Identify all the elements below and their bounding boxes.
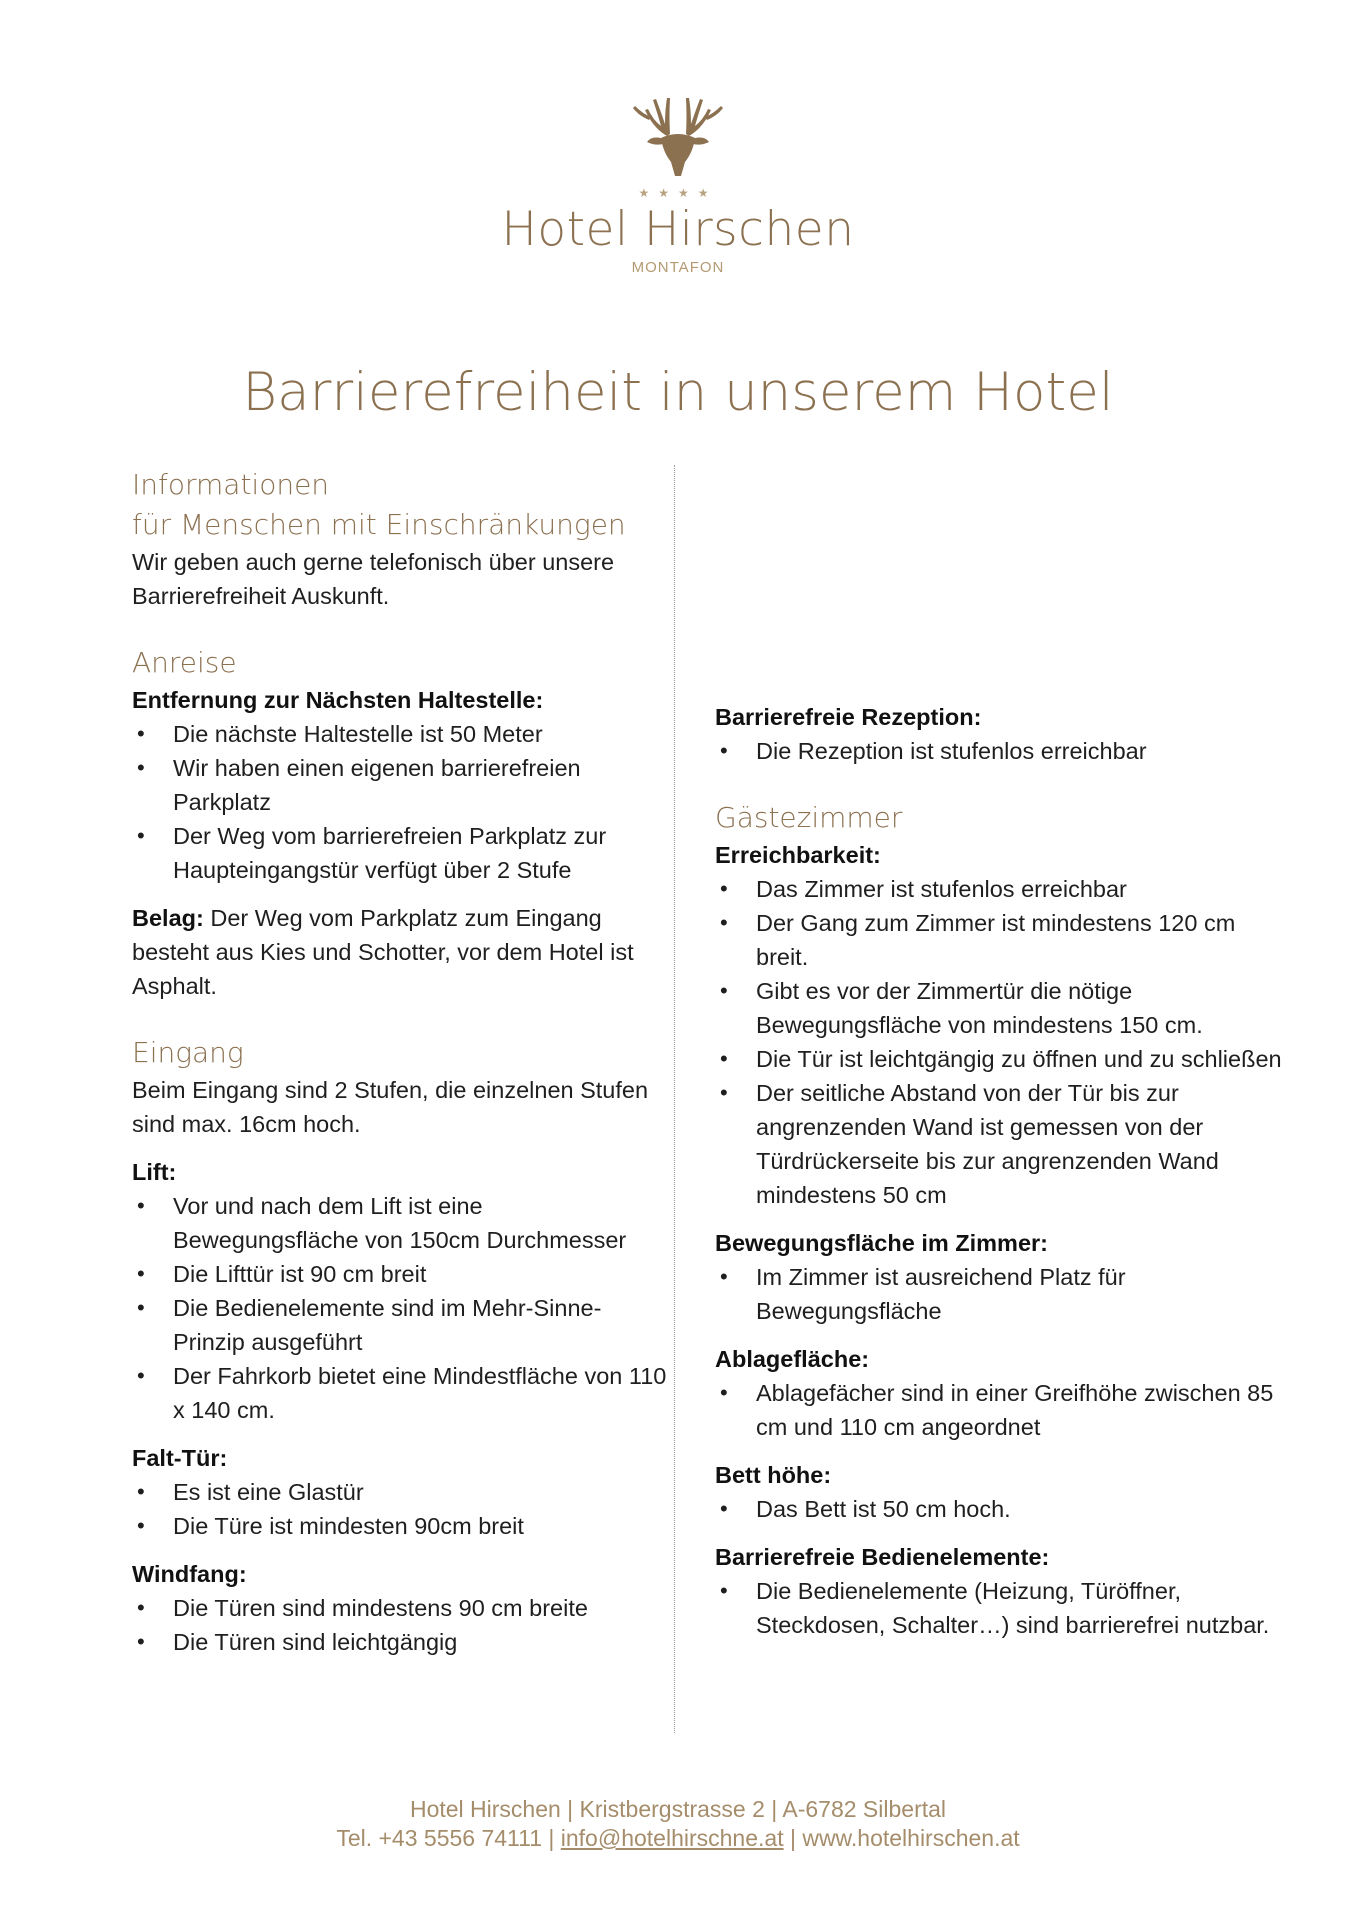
- bedienelemente-heading: Barrierefreie Bedienelemente:: [715, 1544, 1050, 1570]
- bewegungsflaeche-heading: Bewegungsfläche im Zimmer:: [715, 1230, 1048, 1256]
- list-item: • Das Bett ist 50 cm hoch.: [715, 1492, 1290, 1526]
- list-item: • Vor und nach dem Lift ist eine Bewegungsfläche von 150cm Durchmesser: [132, 1189, 667, 1257]
- entfernung-heading: Entfernung zur Nächsten Haltestelle:: [132, 687, 544, 713]
- intro-text: Wir geben auch gerne telefonisch über unsere Barrierefreiheit Auskunft.: [132, 549, 615, 609]
- list-item: • Die Türen sind mindestens 90 cm breite: [132, 1591, 667, 1625]
- ablageflaeche-list: [715, 1376, 1290, 1444]
- lift-heading: Lift:: [132, 1159, 177, 1185]
- list-item: • Die Türen sind leichtgängig: [132, 1625, 667, 1659]
- hotel-logo: [0, 90, 1356, 276]
- footer-phone: Tel. +43 5556 74111 |: [336, 1825, 561, 1851]
- windfang-heading: Windfang:: [132, 1561, 247, 1587]
- list-item: • Die nächste Haltestelle ist 50 Meter: [132, 717, 667, 751]
- hotel-location: MONTAFON: [631, 259, 725, 276]
- erreichbarkeit-heading: Erreichbarkeit:: [715, 842, 881, 868]
- footer-email-link[interactable]: info@hotelhirschne.at: [560, 1825, 784, 1851]
- footer-contact: [0, 1824, 1356, 1853]
- list-item: • Es ist eine Glastür: [132, 1475, 667, 1509]
- list-item: • Ablagefächer sind in einer Greifhöhe zwischen 85 cm und 110 cm angeordnet: [715, 1376, 1290, 1444]
- list-item: • Die Bedienelemente (Heizung, Türöffner, Steckdosen, Schalter…) sind barrierefrei nutzbar.: [715, 1574, 1290, 1642]
- list-item: • Wir haben einen eigenen barrierefreien Parkplatz: [132, 751, 667, 819]
- list-item: • Die Lifttür ist 90 cm breit: [132, 1257, 667, 1291]
- list-item: • Gibt es vor der Zimmertür die nötige Bewegungsfläche von mindestens 150 cm.: [715, 974, 1290, 1042]
- deer-antlers-icon: [623, 90, 733, 180]
- bett-hoehe-list: [715, 1492, 1290, 1526]
- list-item: • Der Gang zum Zimmer ist mindestens 120 cm breit.: [715, 906, 1290, 974]
- list-item: • Das Zimmer ist stufenlos erreichbar: [715, 872, 1290, 906]
- anreise-heading: Anreise: [132, 646, 237, 679]
- gaestezimmer-heading: Gästezimmer: [715, 801, 903, 834]
- eingang-text: Beim Eingang sind 2 Stufen, die einzelnen Stufen sind max. 16cm hoch.: [132, 1077, 649, 1137]
- list-item: • Der seitliche Abstand von der Tür bis zur angrenzenden Wand ist gemessen von der Türdrückerseite bis zur angrenzenden Wand mindestens 50 cm: [715, 1076, 1290, 1212]
- footer-website: | www.hotelhirschen.at: [783, 1825, 1020, 1851]
- left-column: [132, 465, 667, 1659]
- bedienelemente-list: [715, 1574, 1290, 1642]
- page-title: Barrierefreiheit in unserem Hotel: [242, 362, 1114, 423]
- right-column: [715, 700, 1290, 1642]
- erreichbarkeit-list: [715, 872, 1290, 1212]
- rezeption-heading: Barrierefreie Rezeption:: [715, 704, 982, 730]
- column-divider: [674, 465, 675, 1733]
- list-item: • Die Türe ist mindesten 90cm breit: [132, 1509, 667, 1543]
- entfernung-list: [132, 717, 667, 887]
- windfang-list: [132, 1591, 667, 1659]
- intro-heading-2: für Menschen mit Einschränkungen: [132, 508, 626, 541]
- list-item: • Die Tür ist leichtgängig zu öffnen und zu schließen: [715, 1042, 1290, 1076]
- falt-tuer-list: [132, 1475, 667, 1543]
- rezeption-list: [715, 734, 1290, 768]
- intro-heading-1: Informationen: [132, 468, 330, 501]
- eingang-heading: Eingang: [132, 1036, 244, 1069]
- belag-text: Der Weg vom Parkplatz zum Eingang besteht aus Kies und Schotter, vor dem Hotel ist Asphalt.: [132, 905, 634, 999]
- bewegungsflaeche-list: [715, 1260, 1290, 1328]
- list-item: • Die Bedienelemente sind im Mehr-Sinne-Prinzip ausgeführt: [132, 1291, 667, 1359]
- page-footer: [0, 1795, 1356, 1853]
- hotel-name: Hotel Hirschen: [501, 202, 855, 257]
- falt-tuer-heading: Falt-Tür:: [132, 1445, 228, 1471]
- footer-address: Hotel Hirschen | Kristbergstrasse 2 | A-6782 Silbertal: [409, 1796, 947, 1822]
- bett-hoehe-heading: Bett höhe:: [715, 1462, 832, 1488]
- lift-list: [132, 1189, 667, 1427]
- list-item: • Der Fahrkorb bietet eine Mindestfläche von 110 x 140 cm.: [132, 1359, 667, 1427]
- list-item: • Im Zimmer ist ausreichend Platz für Bewegungsfläche: [715, 1260, 1290, 1328]
- belag-label: Belag:: [132, 905, 204, 931]
- list-item: • Die Rezeption ist stufenlos erreichbar: [715, 734, 1290, 768]
- star-rating: ★★★★: [638, 186, 718, 200]
- ablageflaeche-heading: Ablagefläche:: [715, 1346, 870, 1372]
- belag-paragraph: [132, 901, 667, 1003]
- list-item: • Der Weg vom barrierefreien Parkplatz zur Haupteingangstür verfügt über 2 Stufe: [132, 819, 667, 887]
